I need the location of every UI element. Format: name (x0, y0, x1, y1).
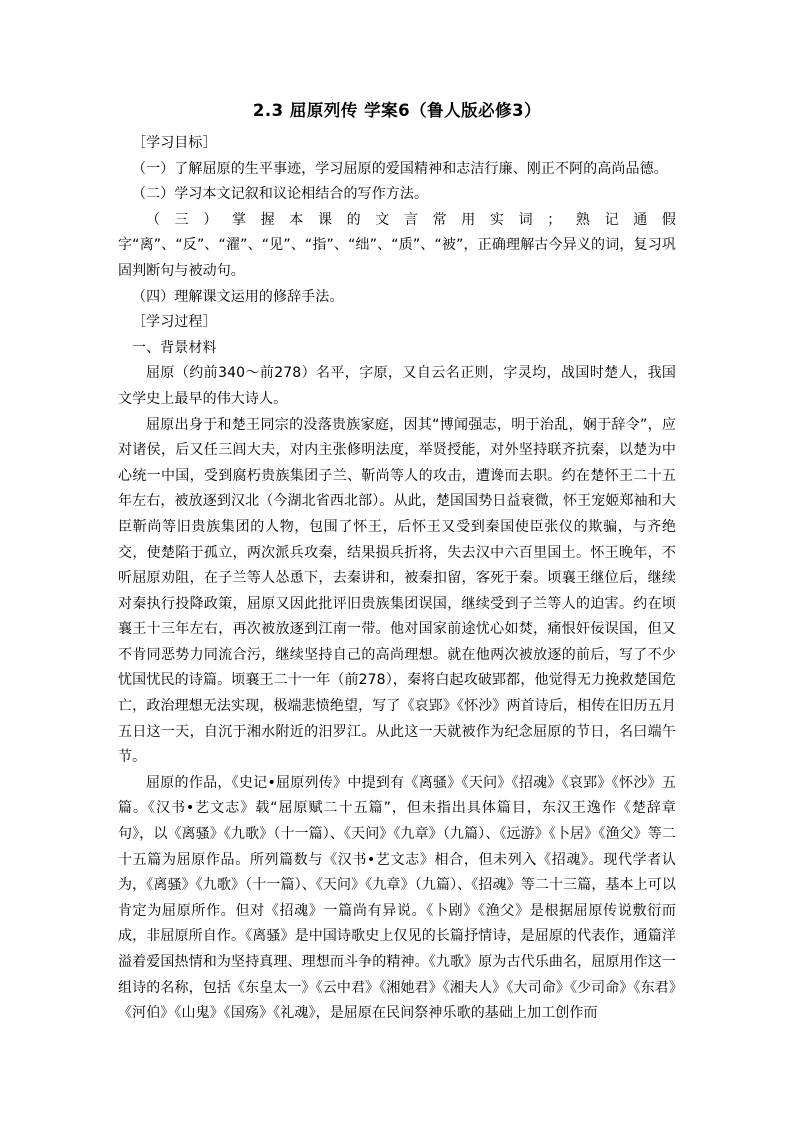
paragraph-objective-4: （四）理解课文运用的修辞手法。 (132, 288, 344, 305)
paragraph-bio-intro: 屈原（约前340～前278）名平，字原，又自云名正则，字灵均，战国时楚人，我国文学史上最早的伟大诗人。 (118, 365, 676, 407)
document-title: 2.3 屈原列传 学案6（鲁人版必修3） (252, 101, 542, 120)
paragraph-objectives-heading: ［学习目标］ (132, 135, 217, 151)
paragraph-objective-1: （一）了解屈原的生平事迹，学习屈原的爱国精神和志洁行廉、刚正不阿的高尚品德。 (132, 160, 668, 177)
paragraph-bio-life: 屈原出身于和楚王同宗的没落贵族家庭，因其“博闻强志，明于治乱，娴于辞令”，应对诸侯，后又任三闾大夫，对内主张修明法度，举贤授能，对外坚持联齐抗秦，以楚为中心统一中国，受到腐朽贵族集团子兰、靳尚等人的攻击，遭谗而去职。约在楚怀王二十五年左右，被放逐到汉北（今湖北省西北部）。从此，楚国国势日益衰微，怀王宠姬郑袖和大臣靳尚等旧贵族集团的人物，包围了怀王，后怀王又受到秦国使臣张仪的欺骗，与齐绝交，使楚陷于孤立，两次派兵攻秦，结果损兵折将，失去汉中六百里国土。怀王晚年，不听屈原劝阻，在子兰等人怂恿下，去秦讲和，被秦扣留，客死于秦。顷襄王继位后，继续对秦执行投降政策，屈原又因此批评旧贵族集团误国，继续受到子兰等人的迫害。约在顷襄王十三年左右，再次被放逐到江南一带。他对国家前途忧心如焚，痛恨奸佞误国，但又不肯同恶势力同流合污，继续坚持自己的高尚理想。就在他两次被放逐的前后，写了不少忧国忧民的诗篇。顷襄王二十一年（前278），秦将白起攻破郢都，他觉得无力挽救楚国危亡，政治理想无法实现，极端悲愤绝望，写了《哀郢》《怀沙》两首诗后，相传在旧历五月五日这一天，自沉于湘水附近的汨罗江。从此这一天就被作为纪念屈原的节日，名曰端午节。 (118, 416, 676, 766)
paragraph-process-heading: ［学习过程］ (132, 314, 217, 331)
document-body (118, 131, 676, 1027)
paragraph-objective-2: （二）学习本文记叙和议论相结合的写作方法。 (132, 186, 429, 203)
paragraph-bio-works: 屈原的作品，《史记•屈原列传》中提到有《离骚》《天问》《招魂》《哀郢》《怀沙》五篇。《汉书•艺文志》载“屈原赋二十五篇”，但未指出具体篇目，东汉王逸作《楚辞章句》，以《离骚》《九歌》（十一篇）、《天问》《九章》（九篇）、《远游》《卜居》《渔父》等二十五篇为屈原作品。所列篇数与《汉书•艺文志》相合，但未列入《招魂》。现代学者认为，《离骚》《九歌》（十一篇）、《天问》《九章》（九篇）、《招魂》等二十三篇，基本上可以肯定为屈原所作。但对《招魂》一篇尚有异说。《卜剧》《渔父》是根据屈原传说敷衍而成，非屈原所自作。《离骚》是中国诗歌史上仅见的长篇抒情诗，是屈原的代表作，通篇洋溢着爱国热情和为坚持真理、理想而斗争的精神。《九歌》原为古代乐曲名，屈原用作这一组诗的名称，包括《东皇太一》《云中君》《湘她君》《湘夫人》《大司命》《少司命》《东君》《河伯》《山鬼》《国殇》《礼魂》，是屈原在民间祭神乐歌的基础上加工创作而 (118, 774, 676, 1022)
paragraph-objective-3: （三）掌握本课的文言常用实词；熟记通假字“离”、“反”、“濯”、“见”、“指”、“绌”、“质”、“被”，正确理解古今异义的词，复习巩固判断句与被动句。 (118, 211, 676, 279)
paragraph-section-1-heading: 一、背景材料 (132, 339, 217, 356)
